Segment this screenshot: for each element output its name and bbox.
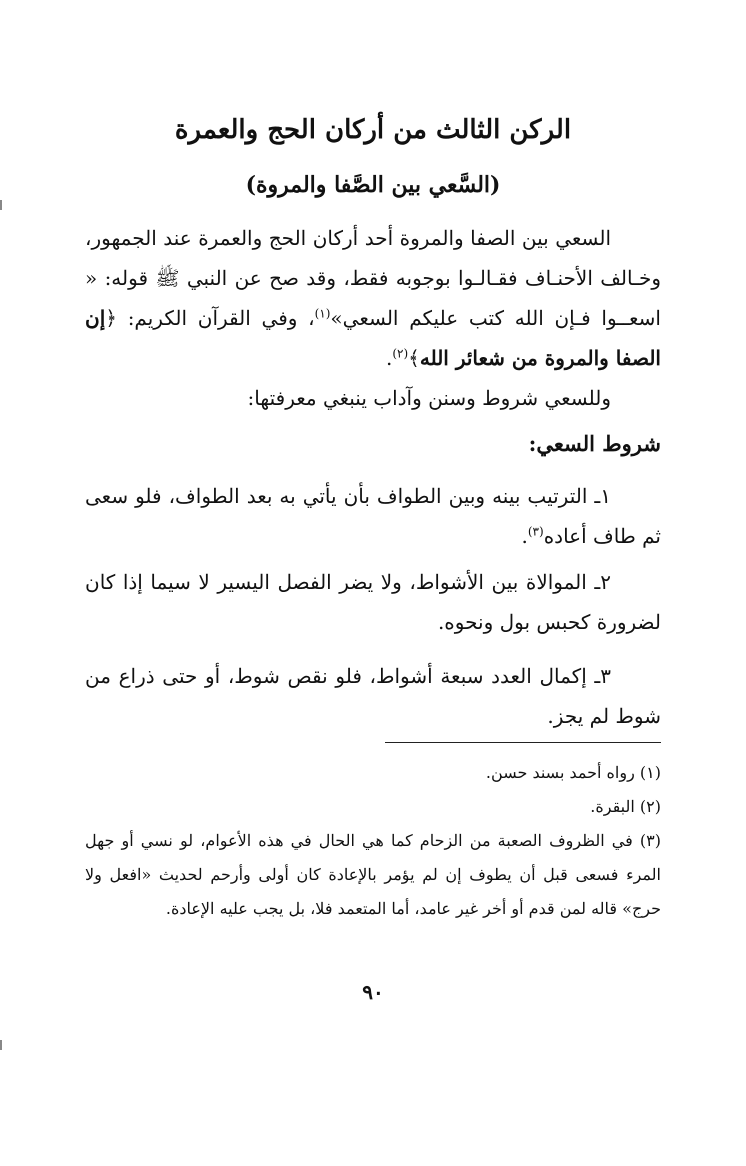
lead-text: وللسعي شروط وسنن وآداب ينبغي معرفتها: [247, 386, 611, 410]
page-number: ٩٠ [362, 980, 384, 1004]
intro-text-2: ، وفي القرآن الكريم: ﴿ [105, 306, 315, 330]
quran-verse: إن الصفا والمروة من شعائر الله [85, 306, 661, 370]
condition-item [85, 656, 661, 736]
intro-end: . [385, 346, 393, 370]
scan-edge-mark [0, 1040, 2, 1050]
footnote-divider [385, 742, 661, 743]
condition-text: ٣ـ إكمال العدد سبعة أشواط، فلو نقص شوط، أو حتى ذراع من شوط لم يجز. [85, 664, 661, 728]
conditions-heading-block [85, 424, 661, 464]
condition-item [85, 562, 661, 642]
footnote-3: (٣) في الظروف الصعبة من الزحام كما هي الحال في هذه الأعوام، لو نسي أو جهل المرء فسعى قبل أن يطوف إن لم يؤمر بالإعادة كان أولى وأرحم لحديث «افعل ولا حرج» قاله لمن قدم أو أخر غير عامد، أما المتعمد فلا، بل يجب عليه الإعادة. [85, 831, 662, 918]
condition-item [85, 476, 661, 556]
footnote-ref-1: (١) [314, 306, 331, 321]
chapter-subtitle: (السَّعي بين الصَّفا والمروة) [245, 172, 501, 198]
condition-text: ١ـ الترتيب بينه وبين الطواف بأن يأتي به بعد الطواف، فلو سعى ثم طاف أعاده [85, 484, 661, 548]
footnote-2: (٢) البقرة. [590, 797, 661, 816]
footnote-ref-2: (٢) [392, 346, 409, 361]
lead-paragraph [85, 378, 661, 418]
footnote-ref-3: (٣) [527, 524, 544, 539]
intro-paragraph [85, 218, 661, 378]
chapter-title: الركن الثالث من أركان الحج والعمرة [174, 115, 572, 145]
footnotes [85, 756, 661, 926]
verse-bracket: ﴾ [408, 346, 420, 370]
condition-end: . [521, 524, 528, 548]
footnote-1: (١) رواه أحمد بسند حسن. [485, 763, 661, 782]
intro-text: السعي بين الصفا والمروة أحد أركان الحج والعمرة عند الجمهور، وخـالف الأحنـاف فقـالـوا بوجوبه فقط، وقد صح عن النبي ﷺ قوله: « اسعــوا فـإن الله كتب عليكم السعي» [85, 226, 661, 330]
conditions-heading: شروط السعي: [528, 431, 661, 456]
condition-text: ٢ـ الموالاة بين الأشواط، ولا يضر الفصل اليسير لا سيما إذا كان لضرورة كحبس بول ونحوه. [85, 570, 661, 634]
